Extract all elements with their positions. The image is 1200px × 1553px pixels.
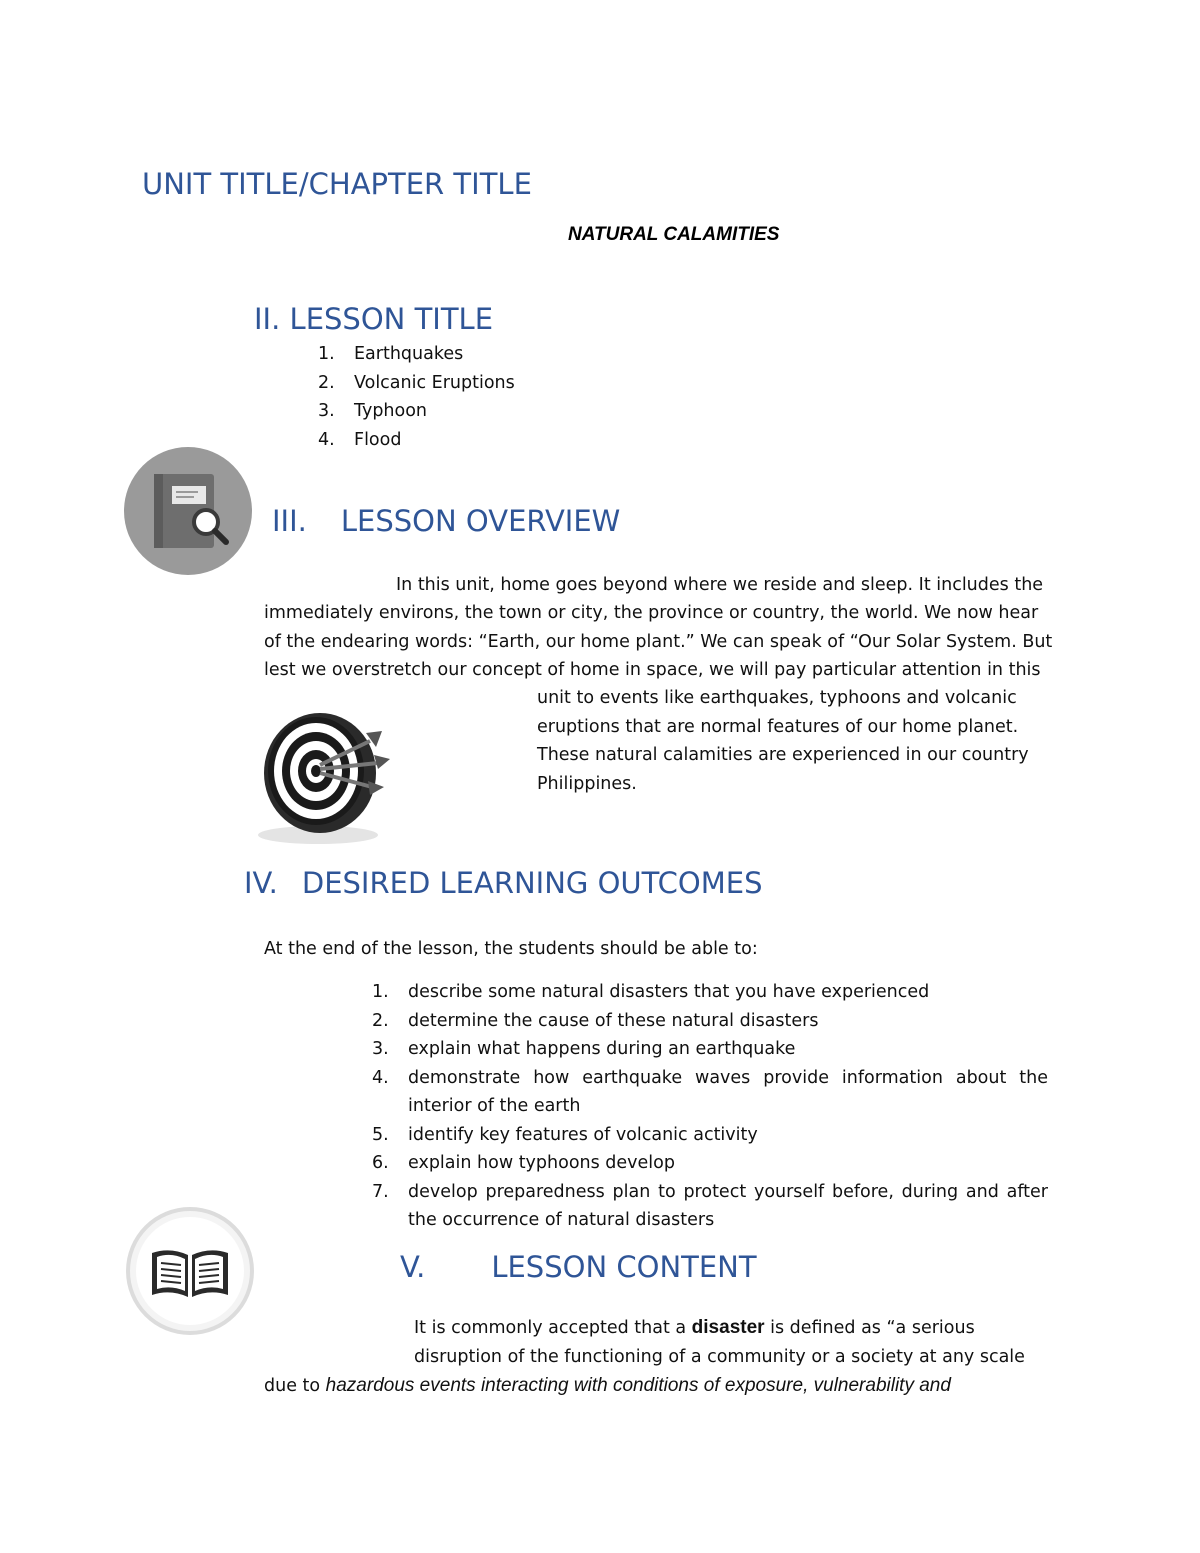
item-number: 2. — [318, 372, 335, 393]
item-number: 3. — [318, 401, 335, 421]
item-number: 1. — [372, 982, 389, 1002]
overview-line: lest we overstretch our concept of home in space, we will pay particular attention in this — [264, 660, 1041, 680]
overview-title: LESSON OVERVIEW — [340, 504, 621, 538]
disaster-term: disaster — [691, 1317, 765, 1338]
overview-line: immediately environs, the town or city, the province or country, the world. We now hear — [264, 603, 1039, 623]
content-italic-text: hazardous events interacting with conditions of exposure, vulnerability and — [325, 1375, 951, 1396]
outcomes-intro: At the end of the lesson, the students should be able to: — [264, 939, 758, 959]
overview-line: Philippines. — [537, 774, 637, 794]
item-text-continued: interior of the earth — [408, 1096, 581, 1116]
list-item — [372, 1178, 1048, 1235]
item-number: 4. — [318, 429, 335, 450]
item-text: Earthquakes — [354, 344, 464, 364]
content-title: LESSON CONTENT — [491, 1250, 757, 1284]
content-text: due to — [264, 1376, 326, 1396]
content-text: It is commonly accepted that a — [414, 1318, 692, 1338]
overview-line: In this unit, home goes beyond where we reside and sleep. It includes the — [396, 575, 1044, 595]
open-book-icon — [124, 1205, 256, 1337]
item-text: determine the cause of these natural disasters — [408, 1010, 819, 1031]
unit-title: UNIT TITLE/CHAPTER TITLE — [142, 167, 532, 201]
outcomes-numeral: IV. — [244, 866, 278, 900]
lesson-title-list — [318, 340, 718, 454]
list-item — [318, 426, 718, 455]
item-number: 2. — [372, 1010, 389, 1031]
content-heading — [400, 1250, 757, 1284]
content-numeral: V. — [400, 1250, 426, 1284]
outcomes-list — [372, 978, 1048, 1235]
item-text: explain what happens during an earthquake — [408, 1039, 796, 1059]
overview-line: eruptions that are normal features of our home planet. — [537, 717, 1019, 737]
content-line-1 — [414, 1314, 975, 1343]
item-number: 3. — [372, 1039, 389, 1059]
content-line-2: disruption of the functioning of a community or a society at any scale — [414, 1347, 1025, 1367]
item-number: 1. — [318, 344, 335, 364]
chapter-name: NATURAL CALAMITIES — [568, 224, 780, 245]
list-item — [372, 978, 1048, 1007]
item-number: 7. — [372, 1181, 389, 1202]
overview-line: unit to events like earthquakes, typhoons and volcanic — [537, 688, 1017, 708]
item-text: develop preparedness plan to protect yourself before, during and after — [408, 1181, 1048, 1202]
list-item — [318, 369, 718, 398]
item-text: Volcanic Eruptions — [354, 372, 515, 393]
list-item — [372, 1149, 1048, 1178]
list-item — [372, 1064, 1048, 1121]
list-item — [318, 397, 718, 426]
content-line-3 — [264, 1372, 951, 1401]
overview-heading — [272, 504, 621, 538]
overview-line: of the endearing words: “Earth, our home plant.” We can speak of “Our Solar System. But — [264, 632, 1053, 652]
item-text: identify key features of volcanic activity — [408, 1124, 758, 1145]
dartboard-target-icon — [254, 705, 396, 847]
content-text: is defined as “a serious — [764, 1318, 975, 1338]
overview-line: These natural calamities are experienced in our country — [537, 745, 1029, 765]
outcomes-heading — [244, 866, 763, 900]
item-text: describe some natural disasters that you have experienced — [408, 982, 930, 1002]
outcomes-title: DESIRED LEARNING OUTCOMES — [301, 866, 763, 900]
list-item — [372, 1121, 1048, 1150]
list-item — [318, 340, 718, 369]
item-text: demonstrate how earthquake waves provide information about the — [408, 1067, 1048, 1088]
item-number: 6. — [372, 1153, 389, 1173]
book-magnifier-icon — [122, 446, 254, 576]
list-item — [372, 1035, 1048, 1064]
item-number: 4. — [372, 1067, 389, 1088]
item-number: 5. — [372, 1124, 389, 1145]
item-text-continued: the occurrence of natural disasters — [408, 1210, 715, 1230]
overview-numeral: III. — [272, 504, 307, 538]
lesson-title-heading: II. LESSON TITLE — [254, 302, 494, 336]
item-text: Flood — [354, 429, 402, 450]
item-text: explain how typhoons develop — [408, 1153, 675, 1173]
list-item — [372, 1007, 1048, 1036]
item-text: Typhoon — [354, 401, 428, 421]
